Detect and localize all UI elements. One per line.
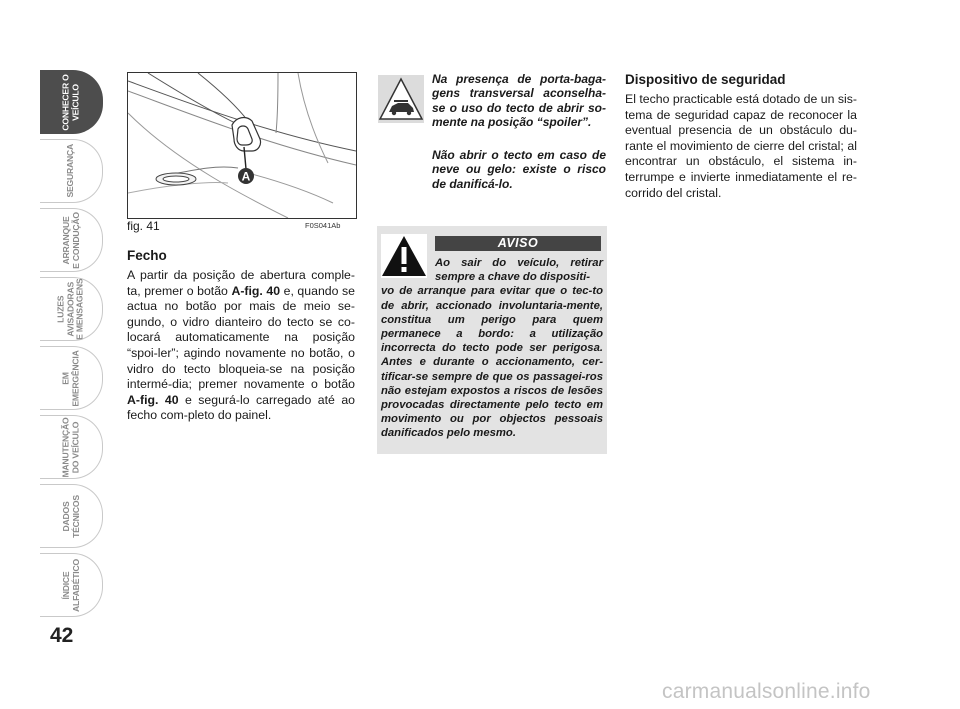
section-body: El techo practicable está dotado de un sis-tema de seguridad capaz de reconocer la eventual presencia de un obstáculo du-rante el movimiento de cierre del cristal; al encontrar un obstáculo, el sistema in-terrumpe e invierte inmediatamente el re-corrido del cristal. <box>625 92 857 200</box>
figure-reference: A-fig. 40 <box>127 392 179 407</box>
tab-label: EM EMERGÊNCIA <box>60 349 80 407</box>
note-text: Na presença de porta-baga-gens transversal aconselha-se o uso do tecto de abrir so-mente na posição “spoiler”. <box>432 72 606 130</box>
tab-label: ARRANQUE E CONDUÇÃO <box>60 211 80 269</box>
figure-code: F0S041Ab <box>305 221 341 230</box>
tab-luzes-avisadoras[interactable] <box>40 277 103 341</box>
tab-manutencao-do-veiculo[interactable] <box>40 415 103 479</box>
watermark: carmanualsonline.info <box>662 680 871 703</box>
warning-lead: Ao sair do veículo, retirar sempre a chave do dispositi- <box>435 257 603 284</box>
tab-conhecer-o-veiculo[interactable] <box>40 70 103 134</box>
figure-reference: A-fig. 40 <box>231 283 281 298</box>
warning-text <box>381 256 603 441</box>
tab-arranque-e-conducao[interactable] <box>40 208 103 272</box>
section-dispositivo <box>625 72 857 201</box>
tab-indice-alfabetico[interactable] <box>40 553 103 617</box>
tab-dados-tecnicos[interactable] <box>40 484 103 548</box>
section-heading: Fecho <box>127 248 167 263</box>
note-text: Não abrir o tecto em caso de neve ou gelo: existe o risco de danificá-lo. <box>432 148 606 191</box>
body-text-part: e, quando se actua no botão por mais de meio se-gundo, o vidro dianteiro do tecto se co-locará automaticamente na posição “spoi-ler”; agindo novamente no botão, o vidro do tecto bloqueia-se na posição intermé-dia; premer novamente o botão <box>127 283 355 392</box>
figure-roof-console <box>127 72 357 219</box>
section-fecho <box>127 248 355 424</box>
tab-seguranca[interactable] <box>40 139 103 203</box>
tab-label: ÍNDICE ALFABÉTICO <box>60 558 80 612</box>
figure-caption: fig. 41 <box>127 219 160 233</box>
tab-label: LUZES AVISADORAS E MENSAGENS <box>55 278 85 340</box>
warning-rest: vo de arranque para evitar que o tec-to de abrir, accionado involuntaria-mente, constitua um perigo para quem permanece a bordo: a utilização incorrecta do tecto pode ser perigosa. Antes e durante o accionamento, cer-tificar-se sempre de que os passagei-ros não estejam expostos a riscos de lesões provocadas directamente pelo tecto em movimento ou por objectos pessoais danificados pelo mesmo. <box>381 285 603 440</box>
tab-label: DADOS TÉCNICOS <box>60 494 80 538</box>
callout-a-label: A <box>241 169 251 184</box>
tab-em-emergencia[interactable] <box>40 346 103 410</box>
page-number: 42 <box>50 624 74 647</box>
body-text-part: A partir da posição de abertura comple-ta, premer o botão <box>127 268 355 298</box>
body-text-part: e segurá-lo carregado até ao fecho com-pleto do painel. <box>127 392 355 423</box>
warning-title: AVISO <box>435 236 601 251</box>
warning-box <box>377 226 607 454</box>
tab-label: MANUTENÇÃO DO VEÍCULO <box>60 416 80 478</box>
section-heading: Dispositivo de seguridad <box>625 72 786 87</box>
tab-label: CONHECER O VEÍCULO <box>60 73 80 131</box>
section-body <box>127 268 355 424</box>
roof-console-illustration <box>128 73 356 218</box>
tab-label: SEGURANÇA <box>65 144 76 198</box>
car-roof-rack-icon <box>378 75 424 123</box>
